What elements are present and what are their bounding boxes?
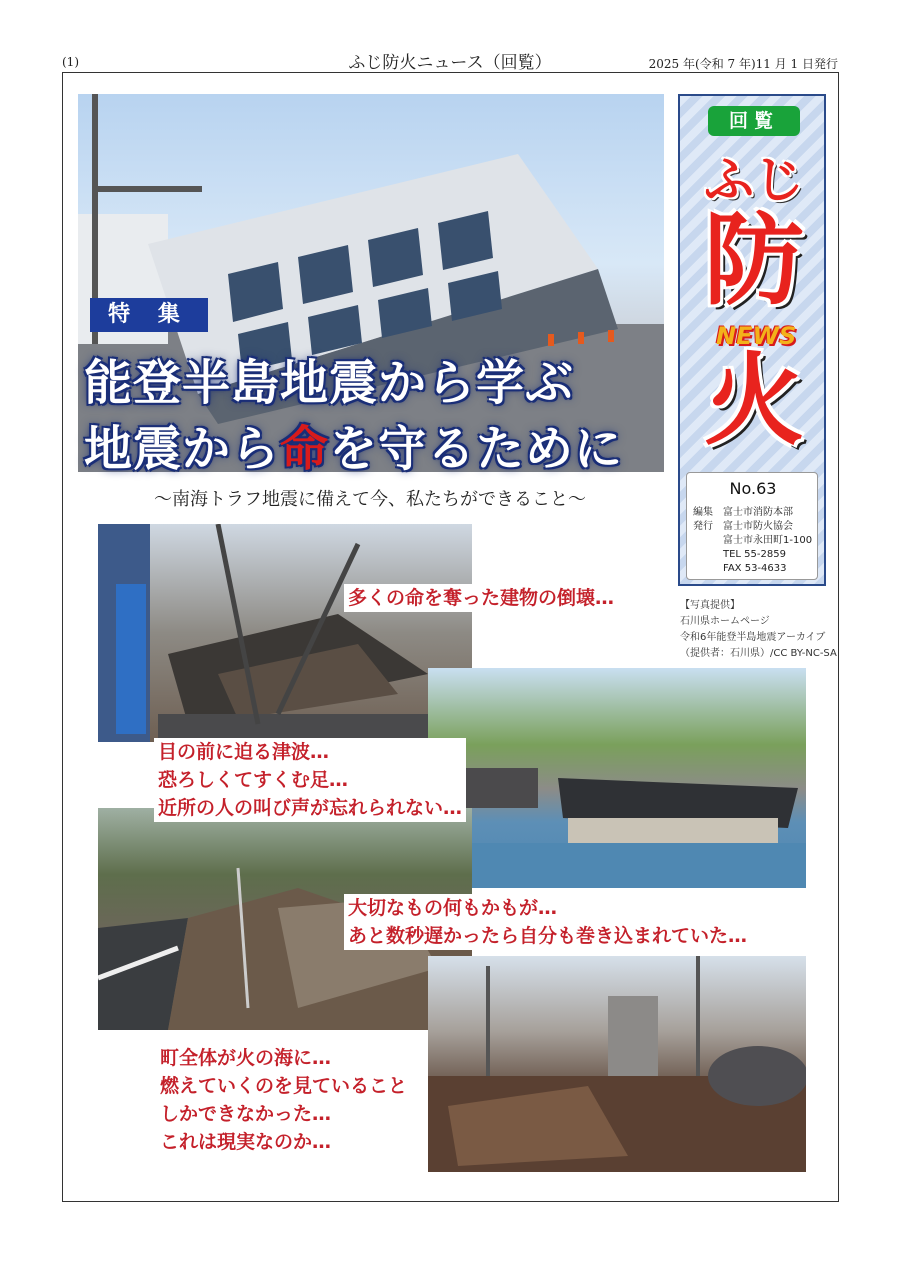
caption-landslide	[344, 894, 751, 950]
photo-credit-line: 令和6年能登半島地震アーカイブ	[680, 632, 826, 643]
headline-highlight-life: 命	[280, 421, 330, 477]
newsletter-title: ふじ防火ニュース（回覧）	[348, 53, 552, 73]
info-tel: TEL 55-2859	[693, 549, 786, 560]
masthead	[678, 94, 826, 586]
caption-fire	[156, 1044, 411, 1156]
photo-burned-town	[428, 956, 806, 1172]
feature-badge: 特 集	[90, 298, 208, 332]
caption-line: しかできなかった…	[160, 1103, 332, 1125]
masthead-news: NEWS	[716, 322, 797, 350]
photo-credit-heading: 【写真提供】	[680, 600, 740, 611]
issue-number: No.63	[729, 479, 777, 498]
caption-line: 目の前に迫る津波…	[158, 741, 330, 763]
masthead-hi: 火	[704, 342, 804, 459]
caption-line: 多くの命を奪った建物の倒壊…	[348, 587, 615, 609]
masthead-info-box	[686, 472, 818, 580]
masthead-fuji: ふじ	[704, 151, 804, 209]
headline-line-2-start: 地震から	[84, 421, 281, 477]
photo-collapsed-houses	[98, 524, 472, 742]
feature-subtitle: ～南海トラフ地震に備えて今、私たちができること～	[154, 489, 586, 510]
caption-line: これは現実なのか…	[160, 1131, 332, 1153]
caption-line: 近所の人の叫び声が忘れられない…	[158, 797, 463, 819]
headline-line-2	[84, 410, 623, 479]
masthead-bou: 防	[704, 202, 804, 319]
info-fax: FAX 53-4633	[693, 563, 787, 574]
caption-line: 大切なもの何もかもが…	[348, 897, 558, 919]
photo-credit-line: 石川県ホームページ	[680, 616, 770, 627]
caption-line: 町全体が火の海に…	[160, 1047, 332, 1069]
caption-line: 燃えていくのを見ていること	[160, 1075, 408, 1097]
caption-tsunami	[154, 738, 466, 822]
headline-line-1: 能登半島地震から学ぶ	[84, 355, 575, 411]
circulation-tag: 回覧	[708, 106, 800, 136]
issue-date: 2025 年(令和 7 年)11 月 1 日発行	[648, 57, 838, 71]
caption-line: あと数秒遅かったら自分も巻き込まれていた…	[348, 925, 748, 947]
caption-building-collapse	[344, 584, 618, 612]
photo-credit-line: （提供者：石川県）/CC BY-NC-SA	[680, 648, 837, 659]
info-publisher: 発行 富士市防火協会	[693, 521, 793, 532]
page-number: (1)	[62, 55, 79, 69]
photo-tsunami-flooded-house	[428, 668, 806, 888]
info-address: 富士市永田町1-100	[693, 535, 813, 546]
caption-line: 恐ろしくてすくむ足…	[158, 769, 349, 791]
info-editor: 編集 富士市消防本部	[693, 507, 793, 518]
headline-line-2-end: を守るために	[329, 421, 624, 477]
